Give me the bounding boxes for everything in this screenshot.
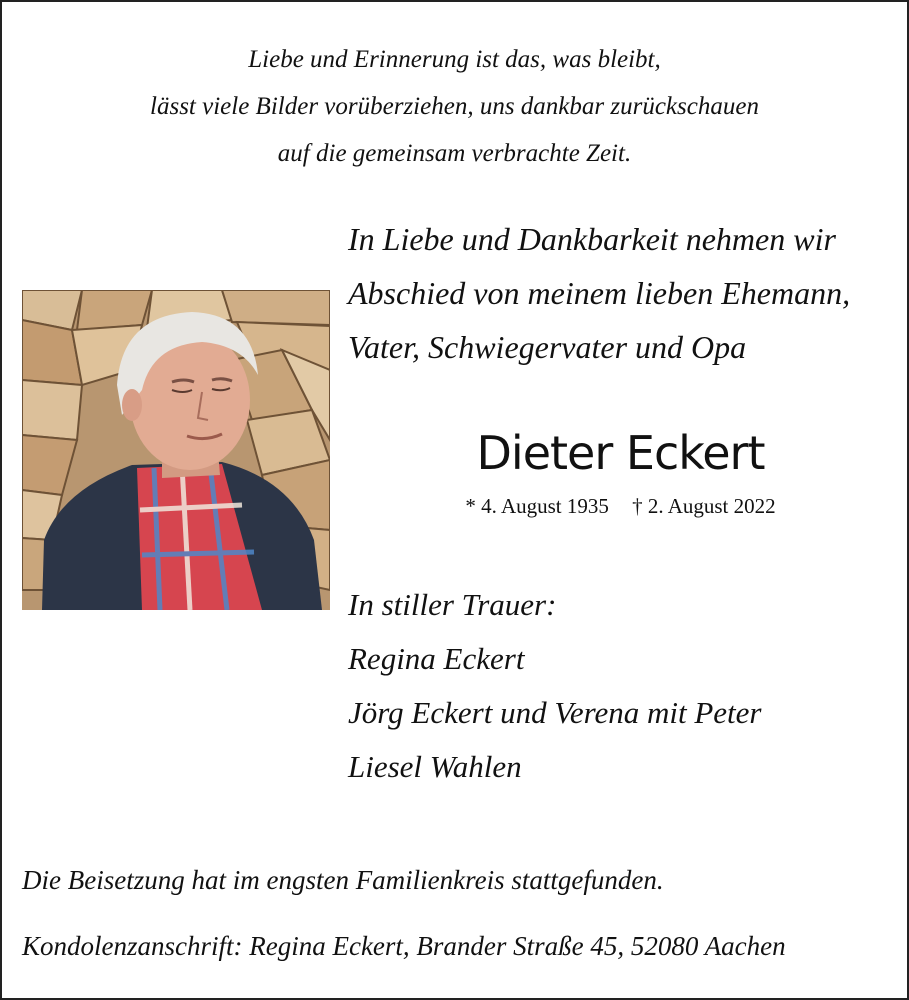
poem-line-2: lässt viele Bilder vorüberziehen, uns dankbar zurückschauen (150, 93, 759, 120)
memorial-poem (2, 36, 907, 177)
mourner-1: Regina Eckert (348, 641, 525, 676)
farewell-intro (348, 212, 893, 374)
poem-line-3: auf die gemeinsam verbrachte Zeit. (277, 140, 632, 167)
mourners-list (348, 578, 893, 794)
funeral-note: Die Beisetzung hat im engsten Familienkreis stattgefunden. (22, 865, 664, 895)
life-dates (348, 494, 893, 519)
mourner-2: Jörg Eckert und Verena mit Peter (348, 695, 762, 730)
deceased-name: Dieter Eckert (476, 426, 765, 480)
intro-line-3: Vater, Schwiegervater und Opa (348, 329, 747, 365)
mourners-heading: In stiller Trauer: (348, 587, 557, 622)
intro-line-2: Abschied von meinem lieben Ehemann, (348, 275, 851, 311)
birth-date: * 4. August 1935 (465, 494, 609, 518)
portrait-illustration (22, 290, 330, 610)
mourner-3: Liesel Wahlen (348, 749, 522, 784)
portrait-photo (22, 290, 330, 610)
death-date: † 2. August 2022 (632, 494, 776, 518)
intro-line-1: In Liebe und Dankbarkeit nehmen wir (348, 221, 836, 257)
condolence-address: Kondolenzanschrift: Regina Eckert, Brander Straße 45, 52080 Aachen (22, 931, 786, 961)
poem-line-1: Liebe und Erinnerung ist das, was bleibt, (248, 46, 661, 73)
footer-notes (22, 847, 892, 979)
